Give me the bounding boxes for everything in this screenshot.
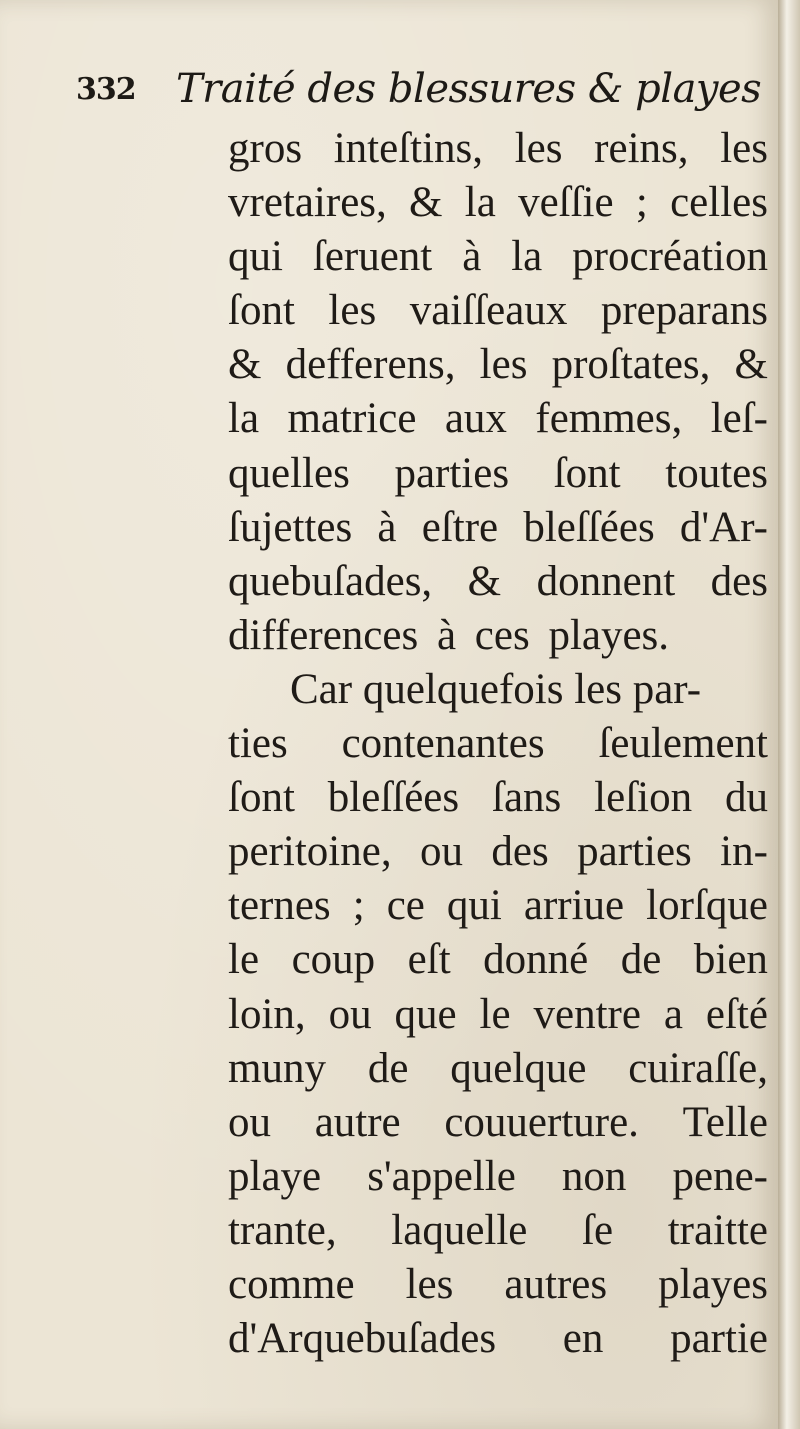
word: les [405,1260,454,1308]
word: couuerture. [444,1098,639,1146]
text-line [228,771,768,825]
text-line: differences à ces playes. [228,611,670,659]
word: à [377,503,397,551]
word: a [663,990,683,1038]
word: des [491,828,549,876]
word: leſ- [710,395,768,443]
text-line [228,284,768,338]
word: defferens, [285,341,456,389]
word: ſeulement [598,720,768,768]
word: comme [228,1260,355,1308]
word: quelles [228,449,350,497]
word: en [562,1315,604,1363]
word: eſté [705,990,768,1038]
body-text [228,122,768,1366]
word: & [734,341,768,389]
running-title: Traité des blessures & playes [176,66,762,112]
word: des [710,557,768,605]
word: & [409,179,443,227]
word: traitte [667,1206,768,1254]
text-line [228,122,768,176]
word: peritoine, [228,828,392,876]
word: ventre [533,990,641,1038]
word: reins, [594,125,689,172]
word: partie [670,1315,768,1363]
word: qui [446,882,502,930]
word: playe [228,1152,322,1200]
word: les [328,287,377,335]
word: de [367,1044,409,1092]
word: ; [352,882,365,930]
word: aux [444,395,507,443]
word: bleſſées [523,503,655,551]
text-line [228,1096,768,1150]
word: le [228,936,260,984]
word: coup [291,936,376,984]
word: contenantes [341,720,545,768]
word: les [479,341,528,389]
word: ou [328,990,372,1038]
word: arriue [523,882,625,930]
text-line [228,1204,768,1258]
word: toutes [665,449,768,497]
word: & [228,341,262,389]
word: quebuſades, [228,557,433,605]
text-line [228,1042,768,1096]
word: que [394,990,457,1038]
word: in- [720,828,768,876]
word: autres [504,1260,608,1308]
word: veſſie [518,179,614,227]
word: s'appelle [367,1152,516,1200]
word: la [511,233,543,281]
word: d'Arquebuſades [228,1315,497,1363]
word: ſans [492,774,562,822]
word: preparans [600,287,768,335]
page-header [76,66,762,126]
word: d'Ar- [679,503,768,551]
word: bleſſées [327,774,460,822]
word: procréation [572,233,768,281]
page-number: 332 [76,72,136,107]
word: cuiraſſe, [628,1044,768,1092]
text-line [228,1258,768,1312]
text-line [228,555,768,609]
word: parties [394,449,510,497]
word: vaiſſeaux [409,287,568,335]
word: ſont [553,449,621,497]
word: ſe [582,1206,614,1254]
word: femmes, [535,395,683,443]
word: ou [420,828,463,876]
text-line [228,392,768,446]
text-line-paragraph-start: Car quelquefois les par- [290,665,702,713]
word: donnent [536,557,676,605]
word: de [620,936,662,984]
word: bien [693,936,768,984]
word: lorſque [646,882,768,930]
word: autre [314,1098,401,1146]
text-line [228,447,768,501]
word: Telle [682,1098,768,1146]
word: quelque [450,1044,587,1092]
word: ou [228,1098,271,1146]
text-line [228,988,768,1042]
word: la [228,395,260,443]
word: donné [483,936,589,984]
word: du [724,774,768,822]
word: ſont [228,774,295,822]
text-line [228,879,768,933]
word: les [720,125,768,172]
word: eſtre [421,503,499,551]
word: ternes [228,882,331,930]
text-line [228,501,768,555]
word: celles [670,179,768,227]
word: playes [658,1260,768,1308]
word: proſtates, [551,341,711,389]
word: pene- [672,1152,768,1200]
text-line [228,230,768,284]
word: & [467,557,502,605]
page-edge [778,0,800,1429]
word: ; [635,179,648,227]
text-line [228,338,768,392]
word: matrice [287,395,417,443]
word: le [479,990,511,1038]
word: inteſtins, [333,125,484,172]
word: ce [386,882,425,930]
word: à [462,233,482,281]
word: leſion [594,774,693,822]
word: ſujettes [228,503,353,551]
word: la [464,179,496,227]
text-line [228,1150,768,1204]
text-line [228,1312,768,1366]
text-line [228,717,768,771]
word: eſt [407,936,451,984]
word: ſont [228,287,295,335]
word: les [514,125,563,172]
text-line [228,933,768,987]
word: qui [228,233,283,281]
word: gros [228,125,303,172]
word: trante, [228,1206,337,1254]
word: muny [228,1044,326,1092]
word: laquelle [391,1206,528,1254]
text-line [228,176,768,230]
word: ſeruent [312,233,433,281]
word: non [561,1152,627,1200]
word: parties [577,828,692,876]
word: ties [228,720,288,768]
word: vretaires, [228,179,387,227]
text-line [228,825,768,879]
word: loin, [228,990,306,1038]
